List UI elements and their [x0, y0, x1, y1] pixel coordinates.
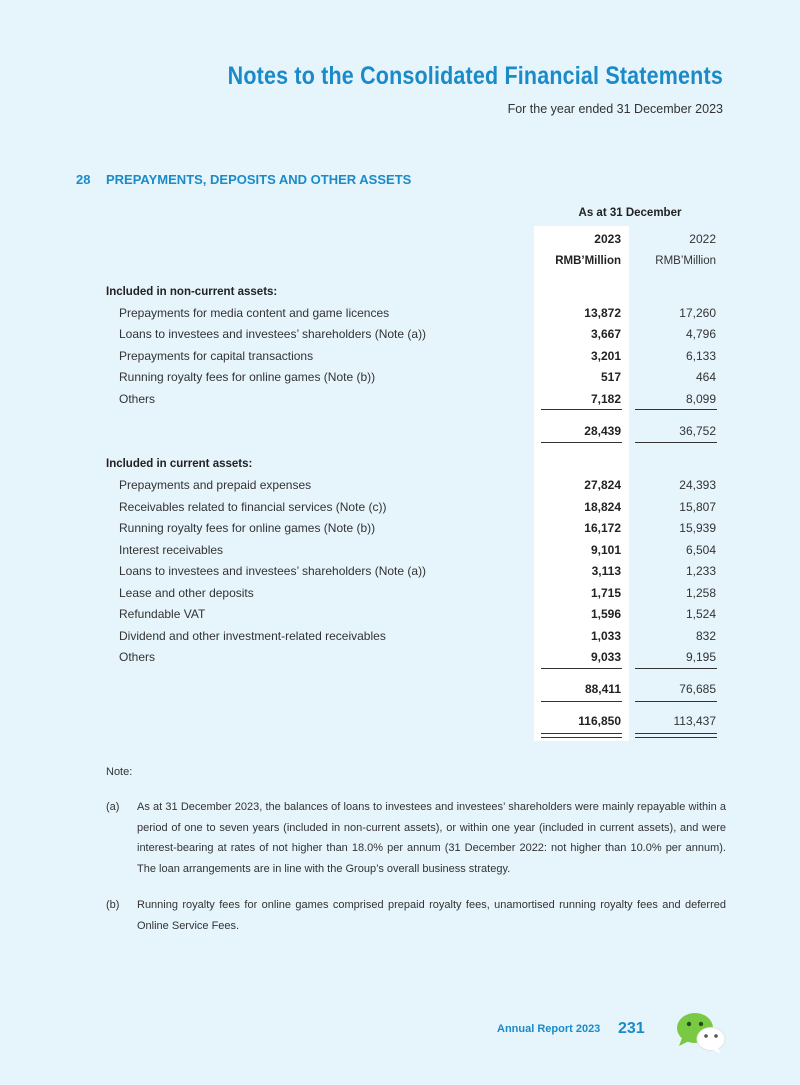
group-heading-row	[0, 454, 800, 474]
value-2022: 8,099	[685, 392, 716, 406]
section-number: 28	[76, 172, 91, 187]
value-2023: 1,596	[590, 607, 621, 621]
note-text: As at 31 December 2023, the balances of loans to investees and investees’ shareholders were mainly repayable within a period of one to seven years (included in non-current assets), or within one year (included in current assets), and were interest-bearing at rates of not higher than 18.0% per annum (31 December 2022: not higher than 10.0% per annum). The loan arrangements are in line with the Group’s overall business strategy.	[137, 801, 726, 875]
note-item	[106, 895, 726, 936]
subtotal-2022: 76,685	[679, 682, 716, 696]
total-double-rule	[635, 733, 717, 738]
table-row	[0, 604, 800, 624]
subtotal-underline	[541, 701, 622, 702]
table-row	[0, 626, 800, 646]
row-label: Prepayments and prepaid expenses	[119, 478, 312, 492]
row-label: Dividend and other investment-related receivables	[119, 629, 386, 643]
section-title: PREPAYMENTS, DEPOSITS AND OTHER ASSETS	[106, 172, 412, 187]
subtotal-underline	[541, 442, 622, 443]
row-label: Receivables related to financial services (Note (c))	[119, 500, 387, 514]
value-2023: 18,824	[584, 500, 621, 514]
note-item	[106, 797, 726, 879]
column-group-header: As at 31 December	[578, 207, 682, 219]
non-current-heading: Included in non-current assets:	[106, 286, 278, 298]
unit-2022-header: RMB’Million	[655, 255, 716, 267]
page-number: 231	[618, 1020, 645, 1037]
total-row	[0, 711, 800, 731]
value-2022: 1,233	[685, 564, 716, 578]
row-label: Prepayments for media content and game licences	[119, 306, 390, 320]
row-label: Others	[119, 392, 156, 406]
table-row	[0, 324, 800, 344]
table-row	[0, 497, 800, 517]
row-label: Running royalty fees for online games (Note (b))	[119, 521, 376, 535]
note-tag: (a)	[106, 801, 120, 813]
table-row	[0, 475, 800, 495]
subtotal-underline	[635, 701, 717, 702]
value-2023: 27,824	[584, 478, 621, 492]
footer-label: Annual Report 2023	[497, 1023, 601, 1035]
value-2022: 4,796	[685, 327, 716, 341]
value-2023: 3,667	[590, 327, 621, 341]
table-row	[0, 389, 800, 409]
table-row	[0, 367, 800, 387]
group-heading-row	[0, 282, 800, 302]
table-row	[0, 647, 800, 667]
row-label: Refundable VAT	[119, 607, 206, 621]
subtotal-rule	[541, 668, 622, 669]
value-2023: 3,113	[591, 564, 621, 578]
year-header-row	[0, 229, 800, 249]
wechat-logo-icon	[674, 1010, 728, 1055]
row-label: Others	[119, 650, 156, 664]
value-2023: 517	[600, 370, 621, 384]
value-2023: 3,201	[590, 349, 621, 363]
section-heading	[76, 172, 411, 187]
table-row	[0, 583, 800, 603]
value-2022: 24,393	[679, 478, 716, 492]
value-2023: 1,715	[590, 586, 621, 600]
value-2022: 6,133	[685, 349, 716, 363]
value-2022: 15,807	[679, 500, 716, 514]
row-label: Prepayments for capital transactions	[119, 349, 314, 363]
value-2022: 464	[695, 370, 716, 384]
unit-2023-header: RMB’Million	[555, 255, 621, 267]
value-2022: 15,939	[679, 521, 716, 535]
table-row	[0, 346, 800, 366]
subtotal-rule	[541, 409, 622, 410]
subtotal-rule	[635, 409, 717, 410]
table-row	[0, 540, 800, 560]
year-2023-header: 2023	[594, 232, 621, 246]
total-2022: 113,437	[673, 714, 716, 728]
page-subtitle: For the year ended 31 December 2023	[507, 102, 723, 116]
page-title: Notes to the Consolidated Financial Statements	[227, 62, 723, 90]
current-heading: Included in current assets:	[106, 458, 253, 470]
subtotal-rule	[635, 668, 717, 669]
value-2023: 13,872	[584, 306, 621, 320]
total-double-rule	[541, 733, 622, 738]
subtotal-2023: 88,411	[584, 682, 621, 696]
table-row	[0, 518, 800, 538]
value-2023: 7,182	[590, 392, 621, 406]
subtotal-underline	[635, 442, 717, 443]
table-row	[0, 561, 800, 581]
subtotal-2022: 36,752	[679, 424, 716, 438]
subtotal-row	[0, 421, 800, 441]
year-2022-header: 2022	[689, 232, 716, 246]
value-2023: 9,101	[590, 543, 621, 557]
notes-title: Note:	[106, 766, 133, 778]
row-label: Interest receivables	[119, 543, 224, 557]
subtotal-2023: 28,439	[584, 424, 621, 438]
note-text: Running royalty fees for online games comprised prepaid royalty fees, unamortised running royalty fees and deferred Online Service Fees.	[137, 899, 726, 932]
unit-header-row	[0, 251, 800, 271]
row-label: Running royalty fees for online games (Note (b))	[119, 370, 376, 384]
value-2023: 16,172	[584, 521, 621, 535]
value-2022: 9,195	[685, 650, 716, 664]
row-label: Loans to investees and investees’ shareholders (Note (a))	[119, 564, 427, 578]
value-2022: 832	[695, 629, 716, 643]
value-2022: 1,524	[685, 607, 716, 621]
row-label: Loans to investees and investees’ shareholders (Note (a))	[119, 327, 427, 341]
value-2022: 6,504	[685, 543, 716, 557]
row-label: Lease and other deposits	[119, 586, 254, 600]
subtotal-row	[0, 679, 800, 699]
value-2023: 9,033	[590, 650, 621, 664]
table-row	[0, 303, 800, 323]
value-2022: 1,258	[685, 586, 716, 600]
value-2022: 17,260	[679, 306, 716, 320]
note-tag: (b)	[106, 899, 120, 911]
value-2023: 1,033	[590, 629, 621, 643]
total-2023: 116,850	[578, 714, 621, 728]
